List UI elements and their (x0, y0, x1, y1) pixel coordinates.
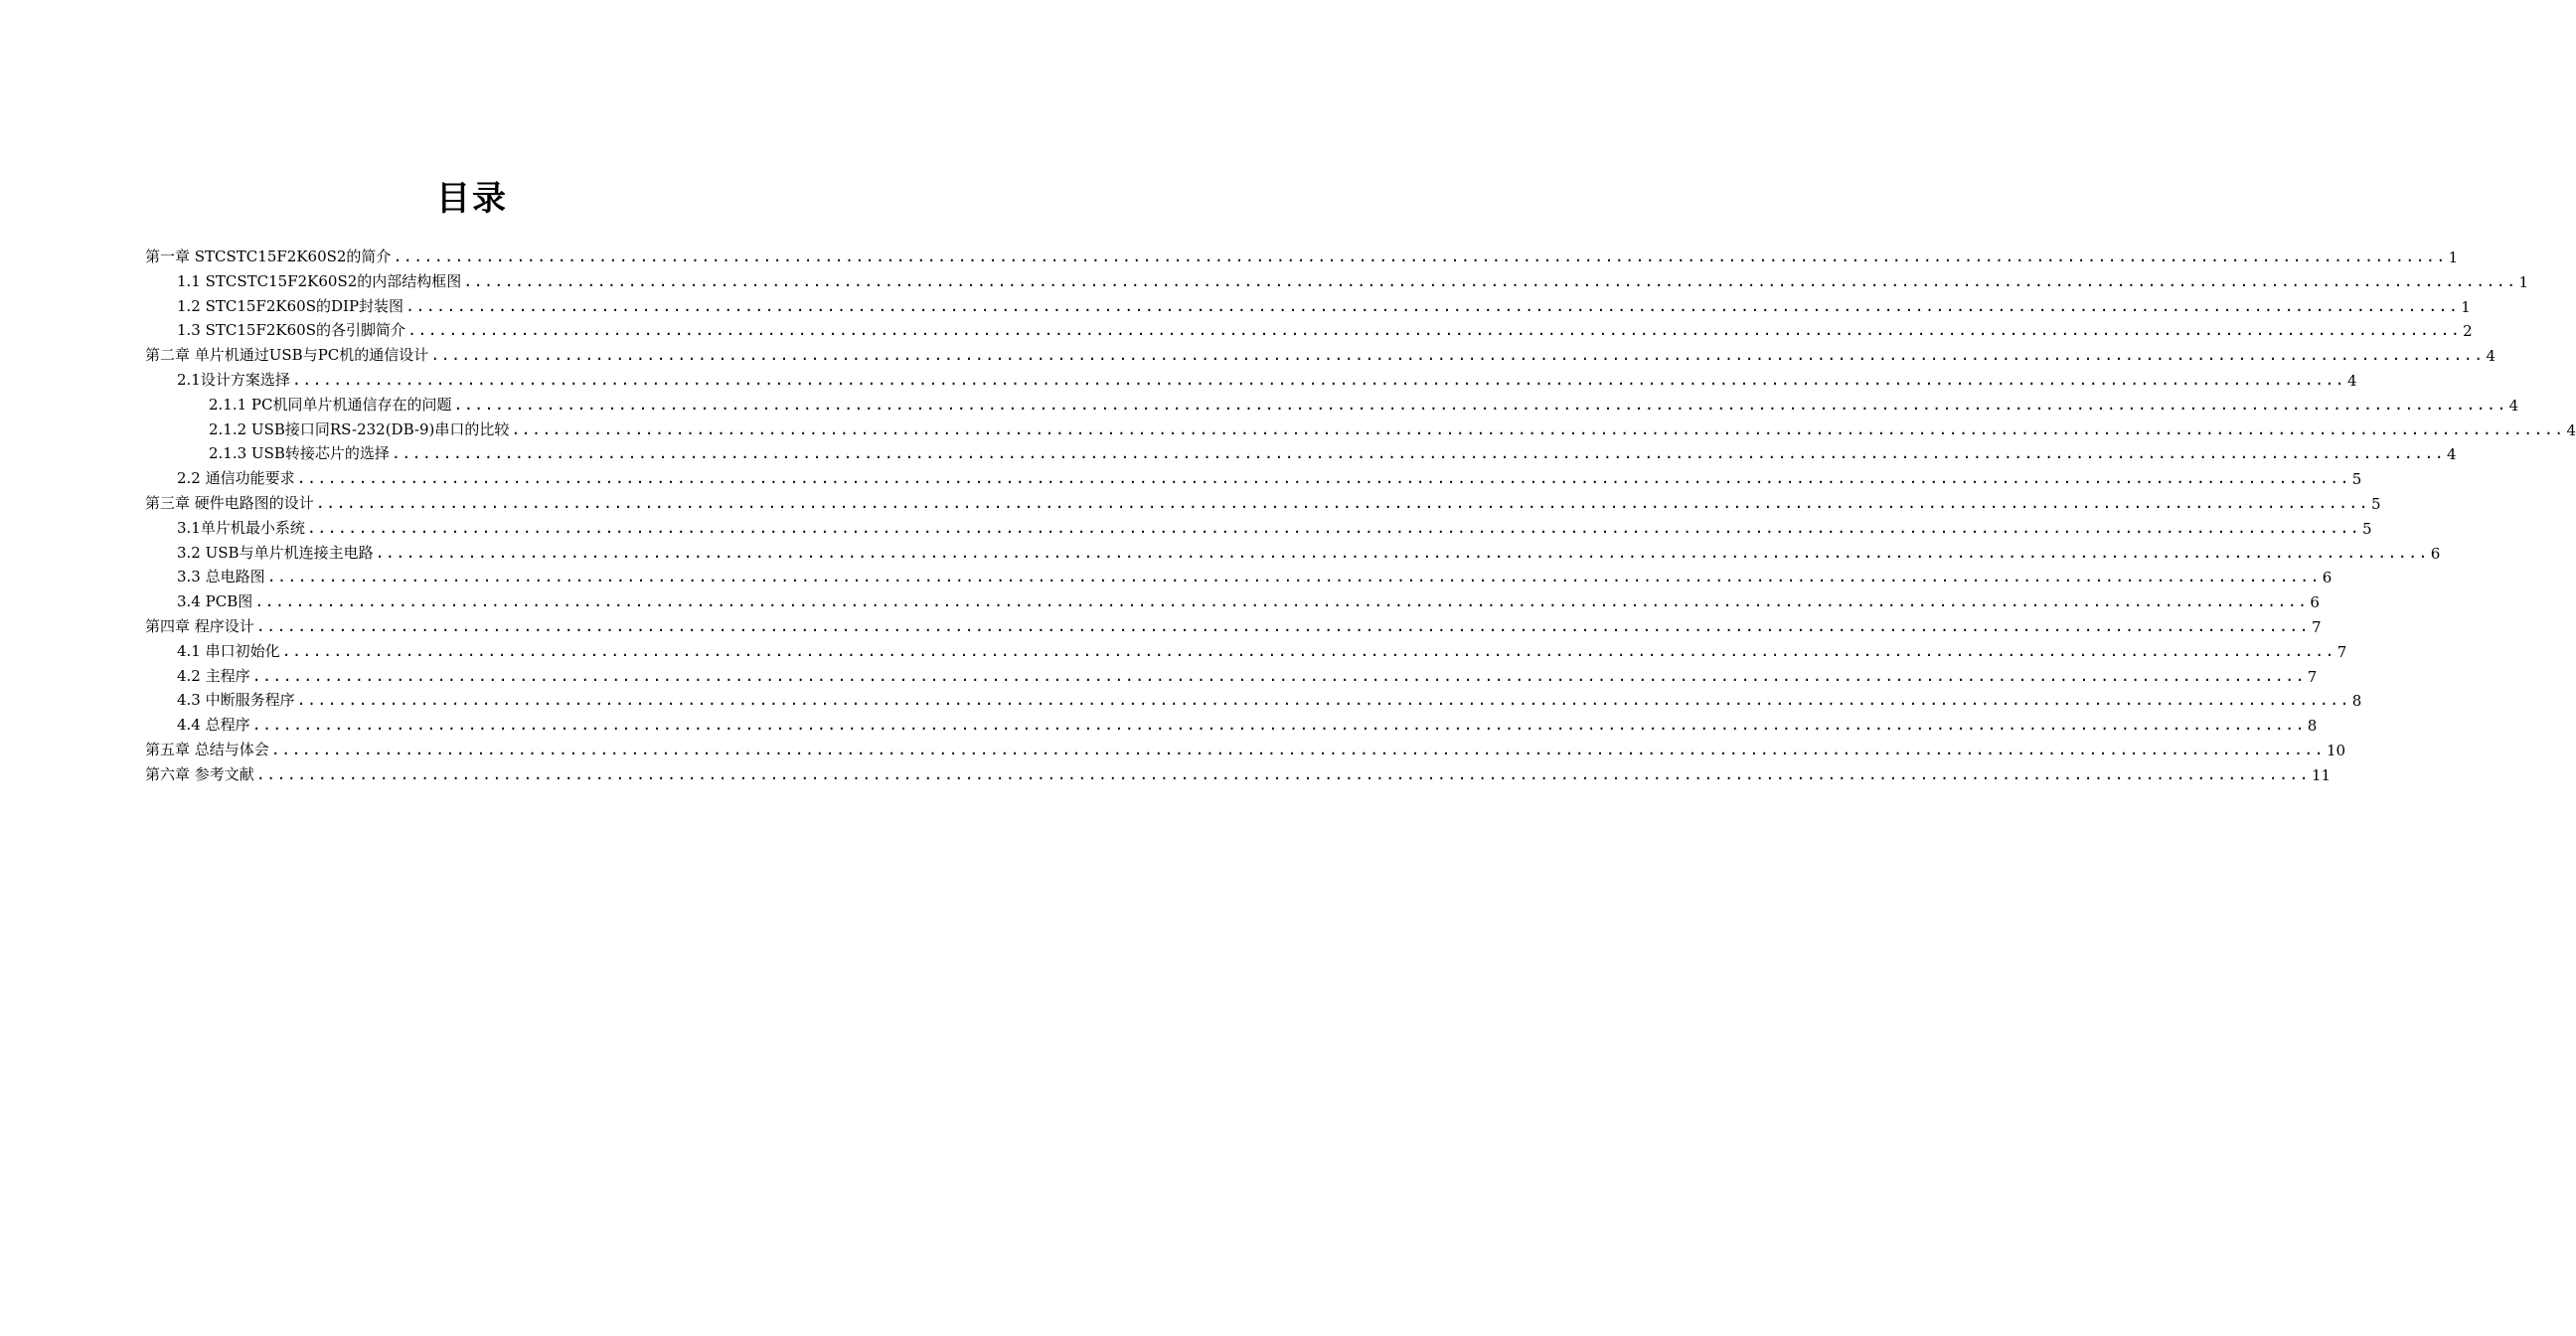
toc-entry-page: 11 (2311, 765, 2332, 784)
toc-entry[interactable] (177, 267, 2528, 291)
toc-entry-page: 1 (2518, 272, 2528, 291)
toc-entry-label: 第二章 单片机通过USB与PC机的通信设计 (145, 346, 429, 365)
toc-leader-dots: ........................................................................................................................................................................................................ (251, 666, 2306, 685)
toc-entry[interactable] (209, 391, 2519, 415)
toc-entry[interactable] (177, 662, 2318, 686)
toc-leader-dots: ........................................................................................................................................................................................................ (407, 321, 2462, 340)
toc-entry-label: 2.1.2 USB接口同RS-232(DB-9)串口的比较 (209, 419, 510, 438)
toc-entry-label: 4.3 中断服务程序 (177, 691, 295, 710)
toc-entry-label: 4.4 总程序 (177, 716, 250, 735)
toc-entry-label: 1.2 STC15F2K60S的DIP封装图 (177, 296, 404, 315)
toc-entry-page: 6 (2310, 593, 2320, 612)
toc-entry-label: 3.1单片机最小系统 (177, 518, 305, 537)
toc-entry-label: 1.1 STCSTC15F2K60S2的内部结构框图 (177, 271, 462, 290)
toc-entry[interactable] (145, 243, 2459, 266)
toc-entry-label: 2.1.3 USB转接芯片的选择 (209, 444, 390, 463)
toc-entry-page: 4 (2347, 372, 2357, 390)
toc-entry-page: 4 (2447, 445, 2457, 464)
toc-entry-page: 7 (2336, 642, 2347, 661)
toc-leader-dots: ........................................................................................................................................................................................................ (296, 691, 2350, 710)
toc-leader-dots: ........................................................................................................................................................................................................ (453, 395, 2507, 414)
toc-entry-page: 4 (2508, 396, 2519, 415)
toc-leader-dots: ........................................................................................................................................................................................................ (430, 346, 2485, 365)
toc-entry-label: 第四章 程序设计 (145, 617, 254, 635)
toc-entry-label: 3.3 总电路图 (177, 568, 265, 586)
toc-entry-page: 4 (2486, 347, 2496, 366)
toc-leader-dots: ........................................................................................................................................................................................................ (266, 568, 2321, 586)
toc-entry-page: 8 (2351, 692, 2362, 711)
toc-entry[interactable] (145, 736, 2346, 759)
toc-entry[interactable] (177, 563, 2333, 587)
toc-leader-dots: ........................................................................................................................................................................................................ (251, 716, 2306, 735)
toc-entry-page: 7 (2307, 667, 2318, 686)
toc-entry[interactable] (209, 439, 2457, 464)
toc-leader-dots: ........................................................................................................................................................................................................ (393, 248, 2447, 265)
toc-entry-page: 5 (2351, 470, 2362, 489)
toc-entry[interactable] (177, 316, 2473, 341)
toc-entry[interactable] (145, 760, 2332, 784)
toc-leader-dots: ........................................................................................................................................................................................................ (255, 764, 2310, 783)
toc-entry-page: 1 (2461, 297, 2471, 316)
toc-entry-page: 5 (2370, 495, 2381, 513)
toc-leader-dots: ........................................................................................................................................................................................................ (270, 741, 2325, 758)
toc-entry-label: 1.3 STC15F2K60S的各引脚简介 (177, 321, 405, 340)
toc-entry[interactable] (209, 416, 2576, 439)
toc-leader-dots: ........................................................................................................................................................................................................ (296, 469, 2350, 488)
toc-entry-label: 第三章 硬件电路图的设计 (145, 494, 314, 512)
toc-entry-label: 2.2 通信功能要求 (177, 469, 295, 488)
toc-entry-label: 3.2 USB与单片机连接主电路 (177, 543, 374, 562)
toc-entry-label: 3.4 PCB图 (177, 592, 253, 611)
toc-entry[interactable] (177, 637, 2347, 661)
toc-entry-label: 4.2 主程序 (177, 666, 250, 685)
toc-entry-label: 4.1 串口初始化 (177, 641, 280, 660)
toc-entry[interactable] (177, 686, 2362, 711)
toc-entry[interactable] (145, 489, 2381, 513)
toc-entry[interactable] (177, 587, 2320, 612)
toc-leader-dots: ........................................................................................................................................................................................................ (405, 296, 2460, 315)
toc-entry-label: 2.1.1 PC机同单片机通信存在的问题 (209, 395, 452, 414)
toc-entry[interactable] (177, 539, 2441, 563)
toc-entry[interactable] (177, 514, 2372, 538)
toc-leader-dots: ........................................................................................................................................................................................................ (281, 641, 2335, 660)
toc-leader-dots: ........................................................................................................................................................................................................ (254, 592, 2309, 611)
toc-entry[interactable] (177, 464, 2362, 489)
toc-leader-dots: ........................................................................................................................................................................................................ (375, 543, 2429, 562)
toc-entry-page: 7 (2311, 618, 2322, 636)
toc-entry-label: 第六章 参考文献 (145, 764, 254, 783)
toc-entry-page: 6 (2430, 544, 2441, 563)
toc-leader-dots: ........................................................................................................................................................................................................ (306, 518, 2361, 537)
toc-entry[interactable] (177, 366, 2357, 390)
toc-entry[interactable] (177, 711, 2318, 736)
toc-entry-page: 1 (2448, 249, 2459, 266)
toc-entry-label: 第五章 总结与体会 (145, 741, 269, 758)
toc-leader-dots: ........................................................................................................................................................................................................ (511, 419, 2565, 438)
toc-leader-dots: ........................................................................................................................................................................................................ (391, 444, 2446, 463)
toc-leader-dots: ........................................................................................................................................................................................................ (291, 371, 2346, 389)
toc-entry-page: 4 (2566, 420, 2576, 439)
toc-entry[interactable] (145, 612, 2322, 636)
toc-entry-page: 2 (2463, 322, 2473, 341)
toc-entry[interactable] (177, 292, 2471, 316)
toc-entry-label: 第一章 STCSTC15F2K60S2的简介 (145, 248, 392, 265)
toc-leader-dots: ........................................................................................................................................................................................................ (255, 617, 2310, 635)
toc-entry-label: 2.1设计方案选择 (177, 371, 290, 389)
toc-entry-page: 5 (2362, 519, 2372, 538)
toc-leader-dots: ........................................................................................................................................................................................................ (463, 271, 2517, 290)
toc-leader-dots: ........................................................................................................................................................................................................ (315, 494, 2369, 512)
toc-entry-page: 10 (2326, 742, 2346, 759)
toc-entry-page: 6 (2322, 569, 2333, 587)
toc-title: 目录 (436, 179, 508, 219)
toc-entry[interactable] (145, 341, 2496, 366)
toc-entry-page: 8 (2307, 717, 2318, 736)
